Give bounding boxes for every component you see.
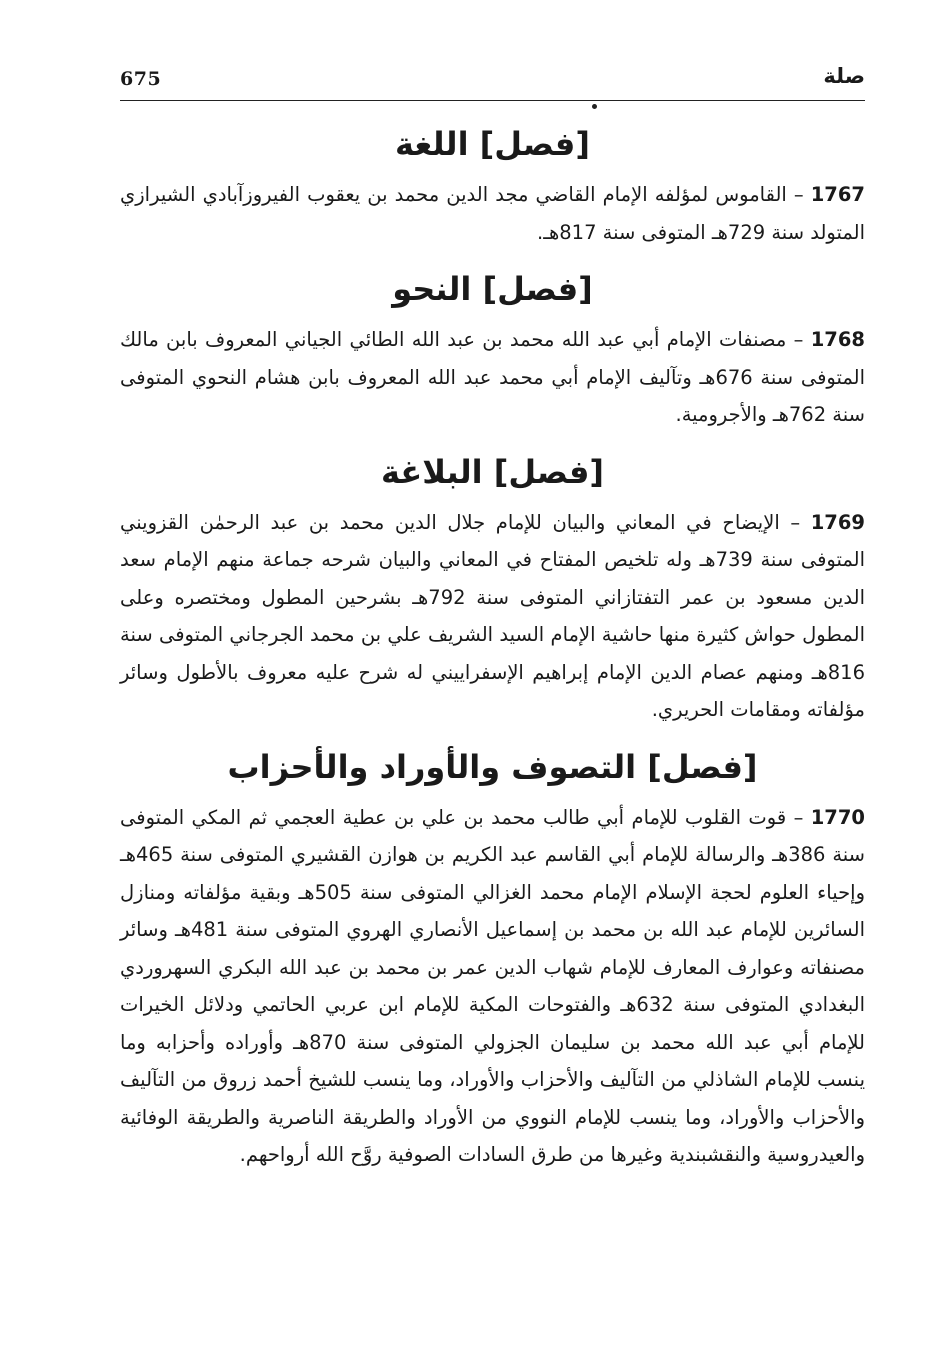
entry-number: 1767	[810, 183, 865, 206]
entry-text: – مصنفات الإمام أبي عبد الله محمد بن عبد الله الطائي الجياني المعروف بابن مالك المتوفى سنة 676هـ وتآليف الإمام أبي محمد عبد الله المعروف بابن هشام النحوي المتوفى سنة 762هـ والأجرومية.	[120, 328, 865, 426]
running-head: صلة	[823, 64, 865, 88]
entry-text: – الإيضاح في المعاني والبيان للإمام جلال الدين محمد بن عبد الرحمٰن القزويني المتوفى سنة 739هـ وله تلخيص المفتاح في المعاني والبيان شرحه جماعة منهم الإمام سعد الدين مسعود بن عمر التفتازاني المتوفى سنة 792هـ بشرحين المطول ومختصره وعلى المطول حواش كثيرة منها حاشية الإمام السيد الشريف علي بن محمد الجرجاني المتوفى سنة 816هـ ومنهم عصام الدين الإمام إبراهيم الإسفراييني له شرح عليه معروف بالأطول وسائر مؤلفاته ومقامات الحريري.	[120, 510, 865, 721]
entry-text: – القاموس لمؤلفه الإمام القاضي مجد الدين محمد بن يعقوب الفيروزآبادي الشيرازي المتولد سنة 729هـ المتوفى سنة 817هـ.	[120, 183, 865, 244]
page-header	[120, 62, 865, 102]
section-heading-grammar: [فصل] النحو	[392, 270, 593, 308]
entry-text: – قوت القلوب للإمام أبي طالب محمد بن علي بن عطية العجمي ثم المكي المتوفى سنة 386هـ والرسالة للإمام أبي القاسم عبد الكريم بن هوازن القشيري المتوفى سنة 465هـ وإحياء العلوم لحجة الإسلام الإمام محمد الغزالي المتوفى سنة 505هـ وبقية مؤلفاته ومنازل السائرين للإمام عبد الله بن محمد بن إسماعيل الأنصاري الهروي المتوفى سنة 481هـ وسائر مصنفاته وعوارف المعارف للإمام شهاب الدين عمر بن محمد بن عبد الله البكري السهروردي البغدادي المتوفى سنة 632هـ والفتوحات المكية للإمام ابن عربي الحاتمي ودلائل الخيرات للإمام أبي عبد الله محمد بن سليمان الجزولي المتوفى سنة 870هـ وأوراده وأحزابه وما ينسب للإمام الشاذلي من التآليف والأحزاب والأوراد، وما ينسب للشيخ أحمد زروق من التآليف والأحزاب والأوراد، وما ينسب للإمام النووي من الأوراد والطريقة الناصرية والطريقة الوفائية والعيدروسية والنقشبندية وغيرها من طرق السادات الصوفية روَّح الله أرواحهم.	[120, 805, 866, 1166]
entry-number: 1770	[810, 805, 865, 829]
page-body	[120, 118, 865, 1186]
section-heading-sufism: [فصل] التصوف والأوراد والأحزاب	[227, 747, 758, 786]
header-rule-dot	[592, 104, 597, 109]
entry-number: 1769	[810, 510, 865, 534]
entry-1769	[120, 504, 865, 729]
entry-number: 1768	[810, 328, 865, 351]
section-heading-language: [فصل] اللغة	[395, 125, 590, 163]
header-rule	[120, 100, 865, 101]
entry-1767	[120, 176, 865, 251]
entry-1768	[120, 321, 865, 434]
entry-1770	[120, 799, 865, 1174]
page-number: 675	[120, 68, 162, 90]
section-heading-rhetoric: [فصل] البلاغة	[380, 452, 605, 491]
